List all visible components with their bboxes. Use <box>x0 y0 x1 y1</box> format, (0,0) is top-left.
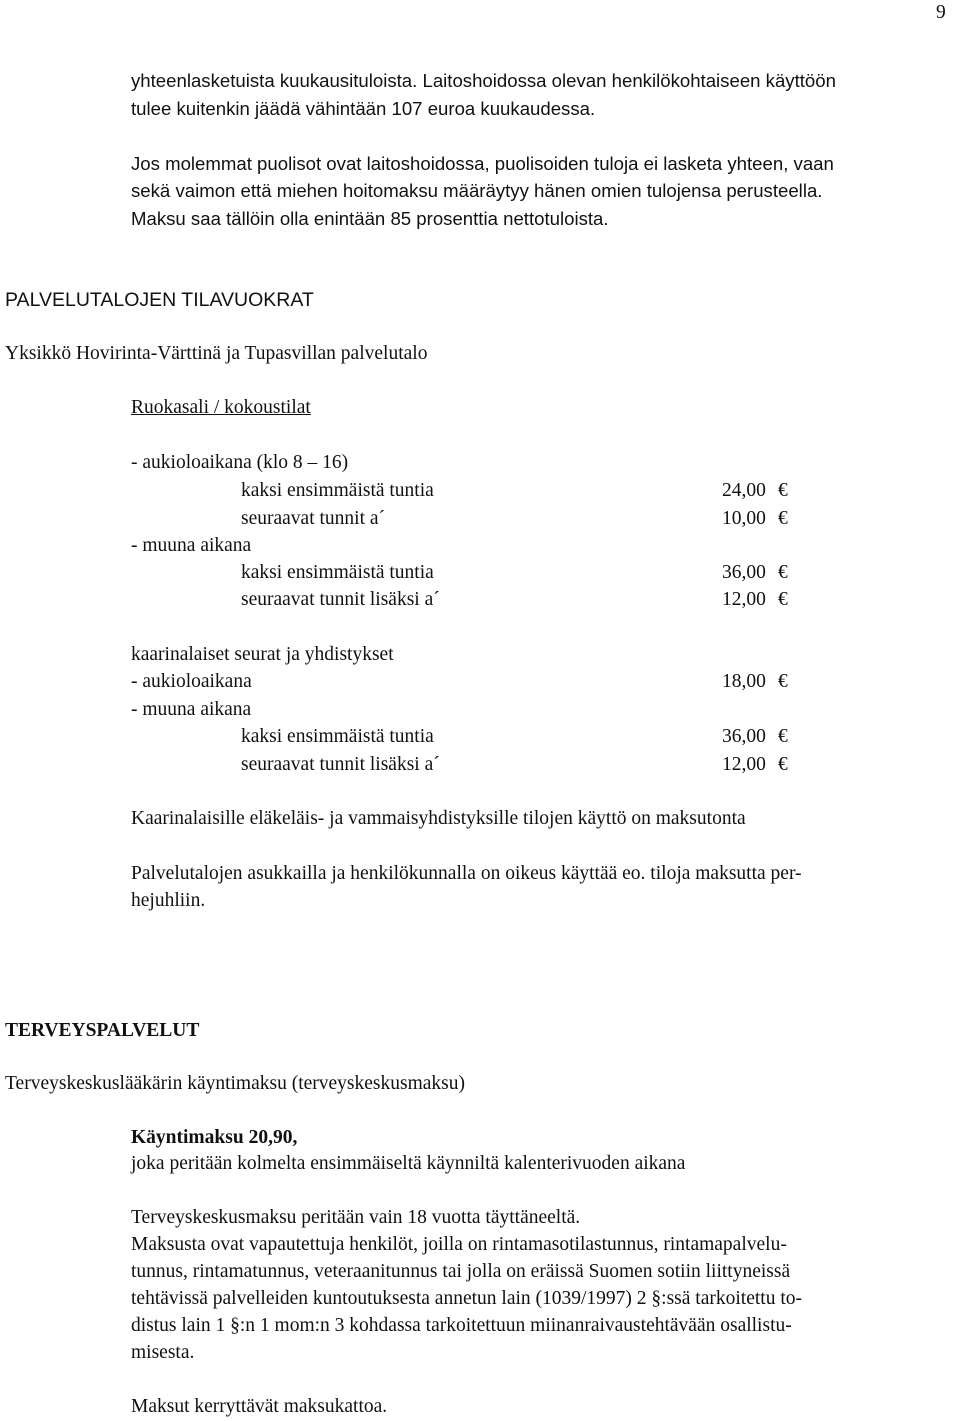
exempt-line: distus lain 1 §:n 1 mom:n 3 kohdassa tarkoitettuun miinanraivaustehtävään osallistu- <box>131 1315 792 1336</box>
price-row-value: 10,00 <box>722 508 766 529</box>
exempt-line: misesta. <box>131 1342 195 1363</box>
page-number: 9 <box>936 2 946 23</box>
intro-line: yhteenlasketuista kuukausituloista. Laitoshoidossa olevan henkilökohtaiseen käyttöön <box>131 70 836 91</box>
fee-description: joka peritään kolmelta ensimmäiseltä käynniltä kalenterivuoden aikana <box>131 1153 686 1174</box>
euro-symbol: € <box>778 480 788 501</box>
intro-line: tulee kuitenkin jäädä vähintään 107 euroa kuukaudessa. <box>131 98 596 119</box>
exempt-line: tunnus, rintamatunnus, veteraanitunnus tai jolla on eräissä Suomen sotiin liittyneissä <box>131 1261 791 1282</box>
euro-symbol: € <box>778 671 788 692</box>
price-row-label: kaksi ensimmäistä tuntia <box>241 726 434 747</box>
price-row-value: 36,00 <box>722 562 766 583</box>
euro-symbol: € <box>778 508 788 529</box>
unit-title: Yksikkö Hovirinta-Värttinä ja Tupasvillan palvelutalo <box>5 343 428 364</box>
intro-line: Maksu saa tällöin olla enintään 85 prosenttia nettotuloista. <box>131 208 609 229</box>
fee-subheading: Terveyskeskuslääkärin käyntimaksu (terveyskeskusmaksu) <box>5 1073 466 1094</box>
group-label: - aukioloaikana (klo 8 – 16) <box>131 452 349 473</box>
closing-note: Maksut kerryttävät maksukattoa. <box>131 1396 388 1417</box>
group-label: - muuna aikana <box>131 535 252 556</box>
price-row-label: seuraavat tunnit a´ <box>241 508 386 529</box>
group-label: - aukioloaikana <box>131 671 252 692</box>
group-label: - muuna aikana <box>131 699 252 720</box>
section-heading-palvelutalo: PALVELUTALOJEN TILAVUOKRAT <box>5 289 314 311</box>
euro-symbol: € <box>778 754 788 775</box>
price-row-value: 36,00 <box>722 726 766 747</box>
intro-line: sekä vaimon että miehen hoitomaksu määräytyy hänen omien tulojensa perusteella. <box>131 180 823 201</box>
section-heading-terveys: TERVEYSPALVELUT <box>5 1020 200 1041</box>
euro-symbol: € <box>778 589 788 610</box>
price-row-value: 12,00 <box>722 589 766 610</box>
price-row-label: seuraavat tunnit lisäksi a´ <box>241 754 440 775</box>
residents-note: Palvelutalojen asukkailla ja henkilökunnalla on oikeus käyttää eo. tiloja maksutta per- <box>131 863 802 884</box>
euro-symbol: € <box>778 562 788 583</box>
exempt-line: tehtävissä palvelleiden kuntoutuksesta annetun lain (1039/1997) 2 §:ssä tarkoitettu to- <box>131 1288 802 1309</box>
price-row-value: 24,00 <box>722 480 766 501</box>
group-title: kaarinalaiset seurat ja yhdistykset <box>131 644 394 665</box>
price-row-label: kaksi ensimmäistä tuntia <box>241 562 434 583</box>
euro-symbol: € <box>778 726 788 747</box>
price-row-value: 12,00 <box>722 754 766 775</box>
residents-note: hejuhliin. <box>131 890 206 911</box>
subheading-ruokasali: Ruokasali / kokoustilat <box>131 397 311 418</box>
price-row-label: kaksi ensimmäistä tuntia <box>241 480 434 501</box>
price-row-label: seuraavat tunnit lisäksi a´ <box>241 589 440 610</box>
price-row-value: 18,00 <box>722 671 766 692</box>
free-use-note: Kaarinalaisille eläkeläis- ja vammaisyhdistyksille tilojen käyttö on maksutonta <box>131 808 746 829</box>
age-note: Terveyskeskusmaksu peritään vain 18 vuotta täyttäneeltä. <box>131 1207 581 1228</box>
intro-line: Jos molemmat puolisot ovat laitoshoidossa, puolisoiden tuloja ei lasketa yhteen, vaan <box>131 153 834 174</box>
fee-label: Käyntimaksu 20,90, <box>131 1127 298 1148</box>
exempt-line: Maksusta ovat vapautettuja henkilöt, joilla on rintamasotilastunnus, rintamapalvelu- <box>131 1234 787 1255</box>
